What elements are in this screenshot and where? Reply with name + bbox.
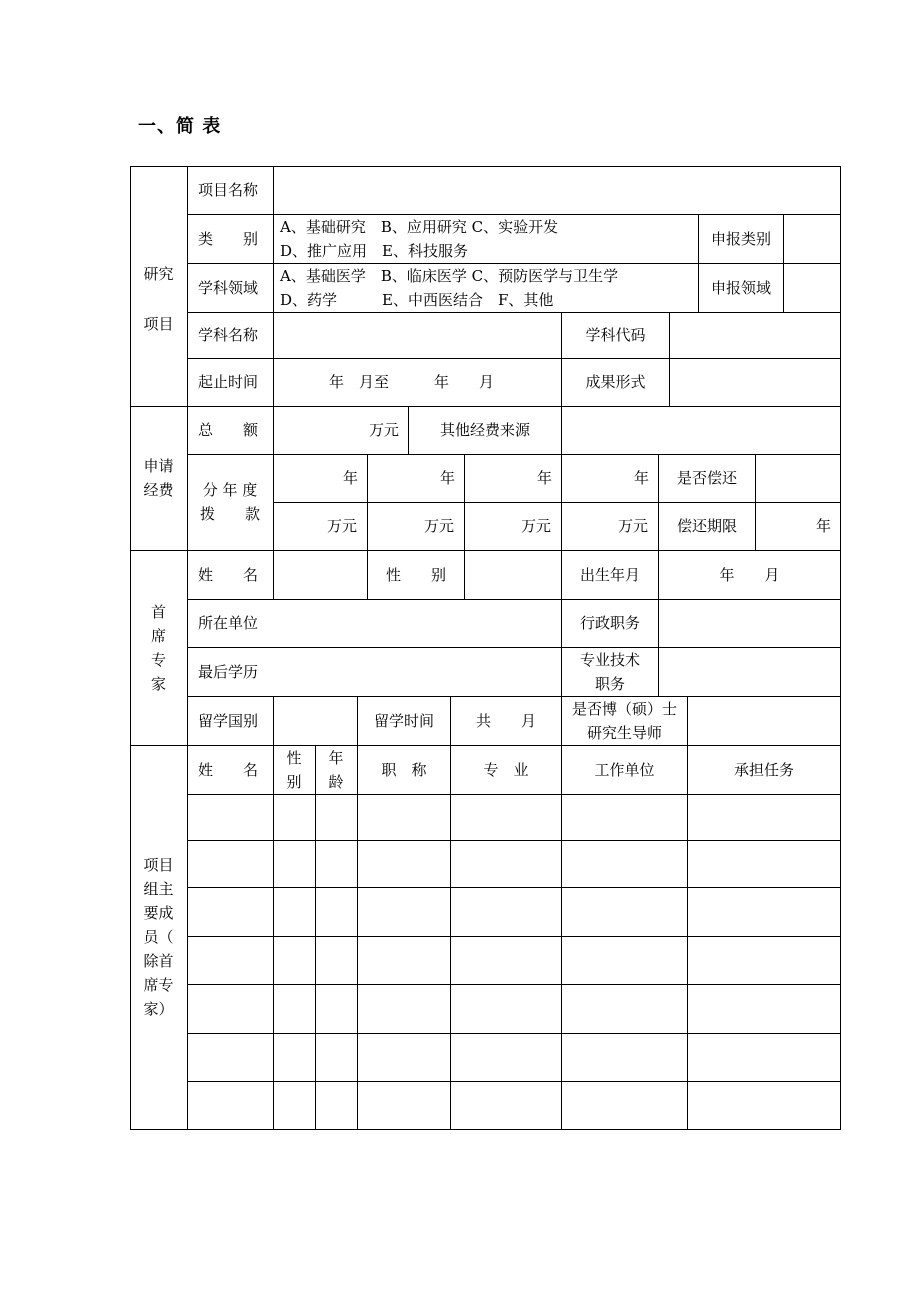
repay-period-year[interactable]: 年 xyxy=(816,517,832,535)
expert-unit-label: 所在单位 xyxy=(198,614,259,632)
category-options-line2: D、推广应用 E、科技服务 xyxy=(280,242,468,260)
field-options-line1: A、基础医学 B、临床医学 C、预防医学与卫生学 xyxy=(280,267,619,285)
apply-field-label: 申报领域 xyxy=(710,279,771,297)
research-group-label: 研究 项目 xyxy=(143,265,174,333)
subject-code-field[interactable] xyxy=(670,313,840,358)
member-work-unit-header: 工作单位 xyxy=(594,761,655,779)
expert-unit-field[interactable] xyxy=(274,600,561,647)
abroad-country-label: 留学国别 xyxy=(198,712,259,730)
apply-category-label: 申报类别 xyxy=(710,230,771,248)
expert-tech-title-label: 专业技术 职务 xyxy=(579,651,640,693)
abroad-country-field[interactable] xyxy=(274,697,357,745)
result-form-field[interactable] xyxy=(670,359,840,406)
expert-birth-value[interactable]: 年 月 xyxy=(719,566,780,584)
amount-2-unit[interactable]: 万元 xyxy=(424,517,455,535)
annual-allocation-label: 分 年 度 拨 款 xyxy=(199,481,260,523)
members-group-label: 项目 组主 要成 员（ 除首 席专 家） xyxy=(143,856,174,1018)
amount-3-unit[interactable]: 万元 xyxy=(521,517,552,535)
supervisor-field[interactable] xyxy=(688,697,840,745)
subject-name-field[interactable] xyxy=(274,313,561,358)
member-row-1[interactable] xyxy=(188,795,840,840)
section-title: 一、简 表 xyxy=(138,116,222,137)
year-2-unit[interactable]: 年 xyxy=(440,469,456,487)
section-divider xyxy=(130,745,841,746)
member-row-7[interactable] xyxy=(188,1082,840,1129)
expert-name-label: 姓 名 xyxy=(198,566,259,584)
expert-admin-post-label: 行政职务 xyxy=(579,614,640,632)
funding-group-label: 申请 经费 xyxy=(143,457,174,499)
abroad-time-label: 留学时间 xyxy=(373,712,434,730)
member-gender-header: 性 别 xyxy=(286,749,302,791)
expert-tech-title-field[interactable] xyxy=(659,648,840,696)
member-row-6[interactable] xyxy=(188,1034,840,1081)
expert-education-label: 最后学历 xyxy=(198,663,259,681)
repay-field[interactable] xyxy=(756,455,840,502)
table-border-bottom xyxy=(130,1129,841,1130)
category-label: 类 别 xyxy=(198,230,259,248)
field-label: 学科领域 xyxy=(198,279,259,297)
abroad-time-value[interactable]: 共 月 xyxy=(475,712,536,730)
year-3-unit[interactable]: 年 xyxy=(537,469,553,487)
subject-code-label: 学科代码 xyxy=(585,326,646,344)
expert-group-label: 首 席 专 家 xyxy=(150,603,166,693)
supervisor-label: 是否博（硕）士 研究生导师 xyxy=(571,700,677,742)
result-form-label: 成果形式 xyxy=(585,373,646,391)
repay-period-label: 偿还期限 xyxy=(676,517,737,535)
project-name-label: 项目名称 xyxy=(198,181,259,199)
project-name-field[interactable] xyxy=(274,167,840,214)
expert-gender-field[interactable] xyxy=(465,551,561,599)
repay-label: 是否偿还 xyxy=(676,469,737,487)
grid-line xyxy=(464,454,465,550)
expert-admin-post-field[interactable] xyxy=(659,600,840,647)
category-options-line1: A、基础研究 B、应用研究 C、实验开发 xyxy=(280,218,559,236)
member-row-2[interactable] xyxy=(188,841,840,887)
year-1-unit[interactable]: 年 xyxy=(343,469,359,487)
member-task-header: 承担任务 xyxy=(733,761,794,779)
apply-category-field[interactable] xyxy=(784,215,840,263)
grid-line xyxy=(367,454,368,550)
member-major-header: 专 业 xyxy=(483,761,529,779)
member-row-5[interactable] xyxy=(188,985,840,1033)
expert-education-field[interactable] xyxy=(274,648,561,696)
subject-name-label: 学科名称 xyxy=(198,326,259,344)
total-label: 总 额 xyxy=(198,421,259,439)
expert-birth-label: 出生年月 xyxy=(579,566,640,584)
member-age-header: 年 龄 xyxy=(328,749,344,791)
member-row-4[interactable] xyxy=(188,937,840,984)
period-value[interactable]: 年 月至 年 月 xyxy=(329,373,495,391)
member-row-3[interactable] xyxy=(188,888,840,936)
apply-field-field[interactable] xyxy=(784,264,840,312)
member-title-header: 职 称 xyxy=(381,761,427,779)
total-unit[interactable]: 万元 xyxy=(369,421,400,439)
member-name-header: 姓 名 xyxy=(198,761,259,779)
grid-line xyxy=(561,454,562,550)
amount-4-unit[interactable]: 万元 xyxy=(618,517,649,535)
other-source-field[interactable] xyxy=(562,407,840,454)
other-source-label: 其他经费来源 xyxy=(439,421,530,439)
period-label: 起止时间 xyxy=(198,373,259,391)
amount-1-unit[interactable]: 万元 xyxy=(327,517,358,535)
year-4-unit[interactable]: 年 xyxy=(634,469,650,487)
grid-line xyxy=(187,454,841,455)
field-options-line2: D、药学 E、中西医结合 F、其他 xyxy=(280,291,554,309)
expert-gender-label: 性 别 xyxy=(385,566,446,584)
table-border-right xyxy=(840,166,841,1130)
expert-name-field[interactable] xyxy=(274,551,367,599)
